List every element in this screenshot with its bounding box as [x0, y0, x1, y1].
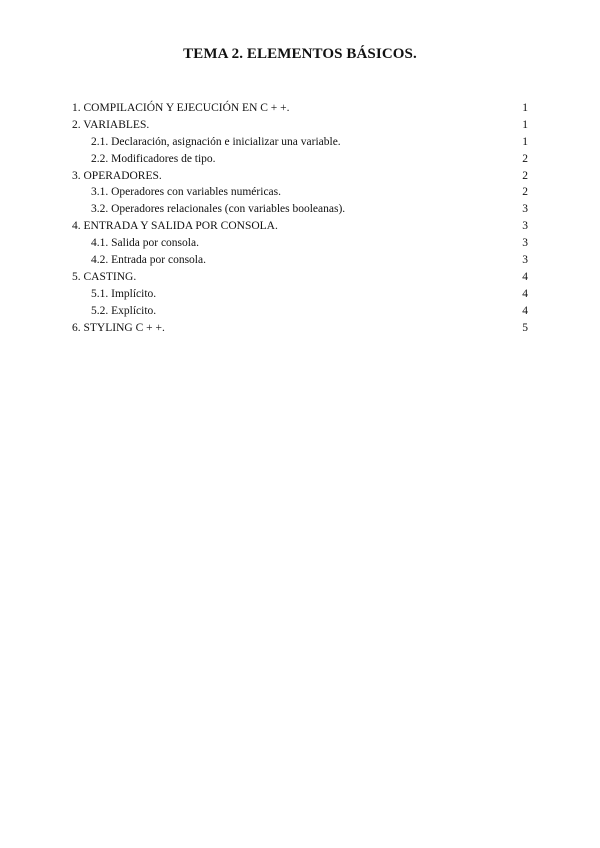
toc-entry-5[interactable]	[72, 269, 528, 286]
toc-entry-6[interactable]	[72, 320, 528, 337]
toc-entry-text: 5. CASTING.	[72, 270, 137, 283]
toc-entry-text: 3.1. Operadores con variables numéricas.	[91, 186, 281, 199]
toc-entry-2[interactable]	[72, 117, 528, 134]
toc-entry-page-number: 1	[522, 102, 528, 114]
toc-entry-text: 1. COMPILACIÓN Y EJECUCIÓN EN C + +.	[72, 102, 290, 114]
toc-entry-text: 4.1. Salida por consola.	[91, 237, 199, 250]
toc-entry-page-number: 1	[522, 135, 528, 148]
toc-entry-page-number: 3	[522, 237, 528, 250]
toc-entry-text: 6. STYLING C + +.	[72, 321, 165, 334]
toc-entry-text: 3. OPERADORES.	[72, 169, 162, 182]
toc-entry-page-number: 2	[522, 152, 528, 165]
toc-entry-page-number: 4	[522, 287, 528, 300]
toc-entry-text: 2.1. Declaración, asignación e inicializar una variable.	[91, 135, 341, 148]
toc-entry-text: 4. ENTRADA Y SALIDA POR CONSOLA.	[72, 220, 278, 233]
toc-entry-page-number: 3	[522, 220, 528, 233]
toc-entry-text: 5.1. Implícito.	[91, 287, 157, 300]
toc-entry-page-number: 3	[522, 203, 528, 216]
toc-entry-3-1[interactable]	[72, 184, 528, 201]
toc-entry-text: 5.2. Explícito.	[91, 304, 157, 317]
toc-entry-3-2[interactable]	[72, 201, 528, 218]
table-of-contents	[72, 100, 528, 336]
toc-entry-text: 3.2. Operadores relacionales (con variables booleanas).	[91, 203, 346, 216]
document-title: TEMA 2. ELEMENTOS BÁSICOS.	[183, 46, 417, 62]
toc-entry-4[interactable]	[72, 218, 528, 235]
toc-entry-page-number: 3	[522, 254, 528, 267]
toc-entry-page-number: 1	[522, 118, 528, 131]
toc-entry-4-1[interactable]	[72, 235, 528, 252]
toc-entry-text: 4.2. Entrada por consola.	[91, 254, 206, 267]
toc-entry-5-2[interactable]	[72, 303, 528, 320]
toc-entry-page-number: 2	[522, 169, 528, 182]
toc-entry-1[interactable]	[72, 100, 528, 117]
toc-entry-text: 2.2. Modificadores de tipo.	[91, 152, 216, 165]
toc-entry-2-1[interactable]	[72, 134, 528, 151]
toc-entry-2-2[interactable]	[72, 151, 528, 168]
toc-entry-page-number: 2	[522, 186, 528, 199]
toc-entry-page-number: 4	[522, 270, 528, 283]
toc-entry-text: 2. VARIABLES.	[72, 118, 150, 131]
toc-entry-5-1[interactable]	[72, 286, 528, 303]
toc-entry-4-2[interactable]	[72, 252, 528, 269]
toc-entry-page-number: 5	[522, 321, 528, 334]
toc-entry-page-number: 4	[522, 304, 528, 317]
toc-entry-3[interactable]	[72, 168, 528, 185]
